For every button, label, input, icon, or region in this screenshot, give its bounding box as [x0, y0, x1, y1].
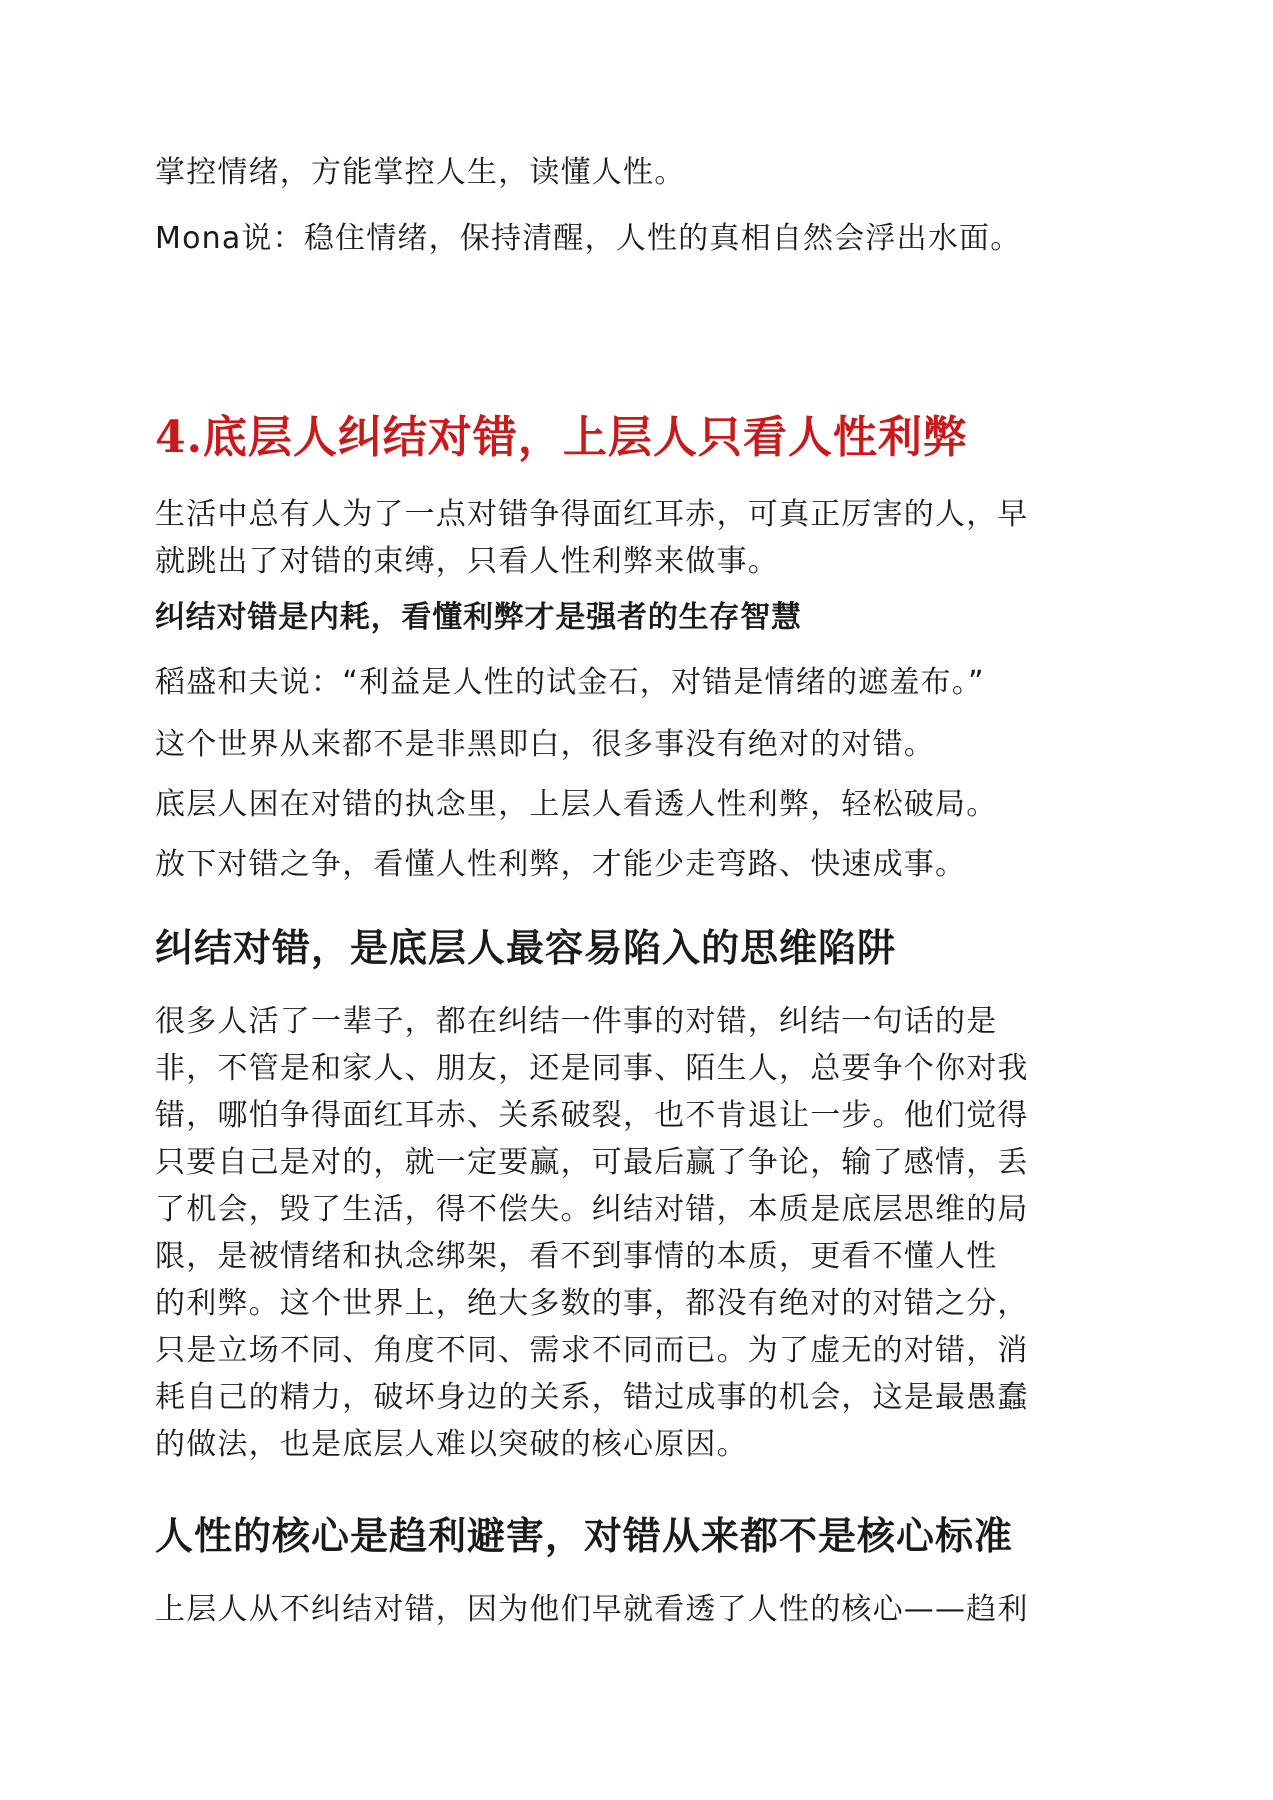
heading-3-title: 人性的核心是趋利避害，对错从来都不是核心标准	[155, 1514, 1014, 1558]
section-4-line-c: 放下对错之争，看懂人性利弊，才能少走弯路、快速成事。	[155, 847, 967, 882]
intro-line-2: Mona说：稳住情绪，保持清醒，人性的真相自然会浮出水面。	[155, 221, 1022, 256]
section-4-title: 4.底层人纠结对错，上层人只看人性利弊	[155, 412, 968, 463]
heading-2-para-line: 的做法，也是底层人难以突破的核心原因。	[155, 1427, 748, 1462]
heading-2-para-line: 很多人活了一辈子，都在纠结一件事的对错，纠结一句话的是	[155, 1004, 998, 1039]
heading-2-para-line: 限，是被情绪和执念绑架，看不到事情的本质，更看不懂人性	[155, 1239, 998, 1274]
heading-2-para-line: 错，哪怕争得面红耳赤、关系破裂，也不肯退让一步。他们觉得	[155, 1098, 1029, 1133]
intro-line-1: 掌控情绪，方能掌控人生，读懂人性。	[155, 155, 686, 190]
section-4-line-b: 底层人困在对错的执念里，上层人看透人性利弊，轻松破局。	[155, 787, 998, 822]
section-4-subtitle: 纠结对错是内耗，看懂利弊才是强者的生存智慧	[155, 600, 802, 635]
heading-2-para-line: 非，不管是和家人、朋友，还是同事、陌生人，总要争个你对我	[155, 1051, 1029, 1086]
heading-2-title: 纠结对错，是底层人最容易陷入的思维陷阱	[155, 926, 897, 970]
heading-2-para-line: 的利弊。这个世界上，绝大多数的事，都没有绝对的对错之分，	[155, 1286, 1029, 1321]
section-4-quote: 稻盛和夫说：“利益是人性的试金石，对错是情绪的遮羞布。”	[155, 665, 985, 700]
section-4-para-line-1: 生活中总有人为了一点对错争得面红耳赤，可真正厉害的人，早	[155, 497, 1029, 532]
heading-2-para-line: 了机会，毁了生活，得不偿失。纠结对错，本质是底层思维的局	[155, 1192, 1029, 1227]
heading-2-para-line: 只是立场不同、角度不同、需求不同而已。为了虚无的对错，消	[155, 1333, 1029, 1368]
heading-2-para-line: 耗自己的精力，破坏身边的关系，错过成事的机会，这是最愚蠢	[155, 1380, 1029, 1415]
section-4-line-a: 这个世界从来都不是非黑即白，很多事没有绝对的对错。	[155, 727, 935, 762]
heading-3-line-1: 上层人从不纠结对错，因为他们早就看透了人性的核心——趋利	[155, 1592, 1029, 1627]
section-4-para-line-2: 就跳出了对错的束缚，只看人性利弊来做事。	[155, 544, 779, 579]
heading-2-para-line: 只要自己是对的，就一定要赢，可最后赢了争论，输了感情，丢	[155, 1145, 1029, 1180]
